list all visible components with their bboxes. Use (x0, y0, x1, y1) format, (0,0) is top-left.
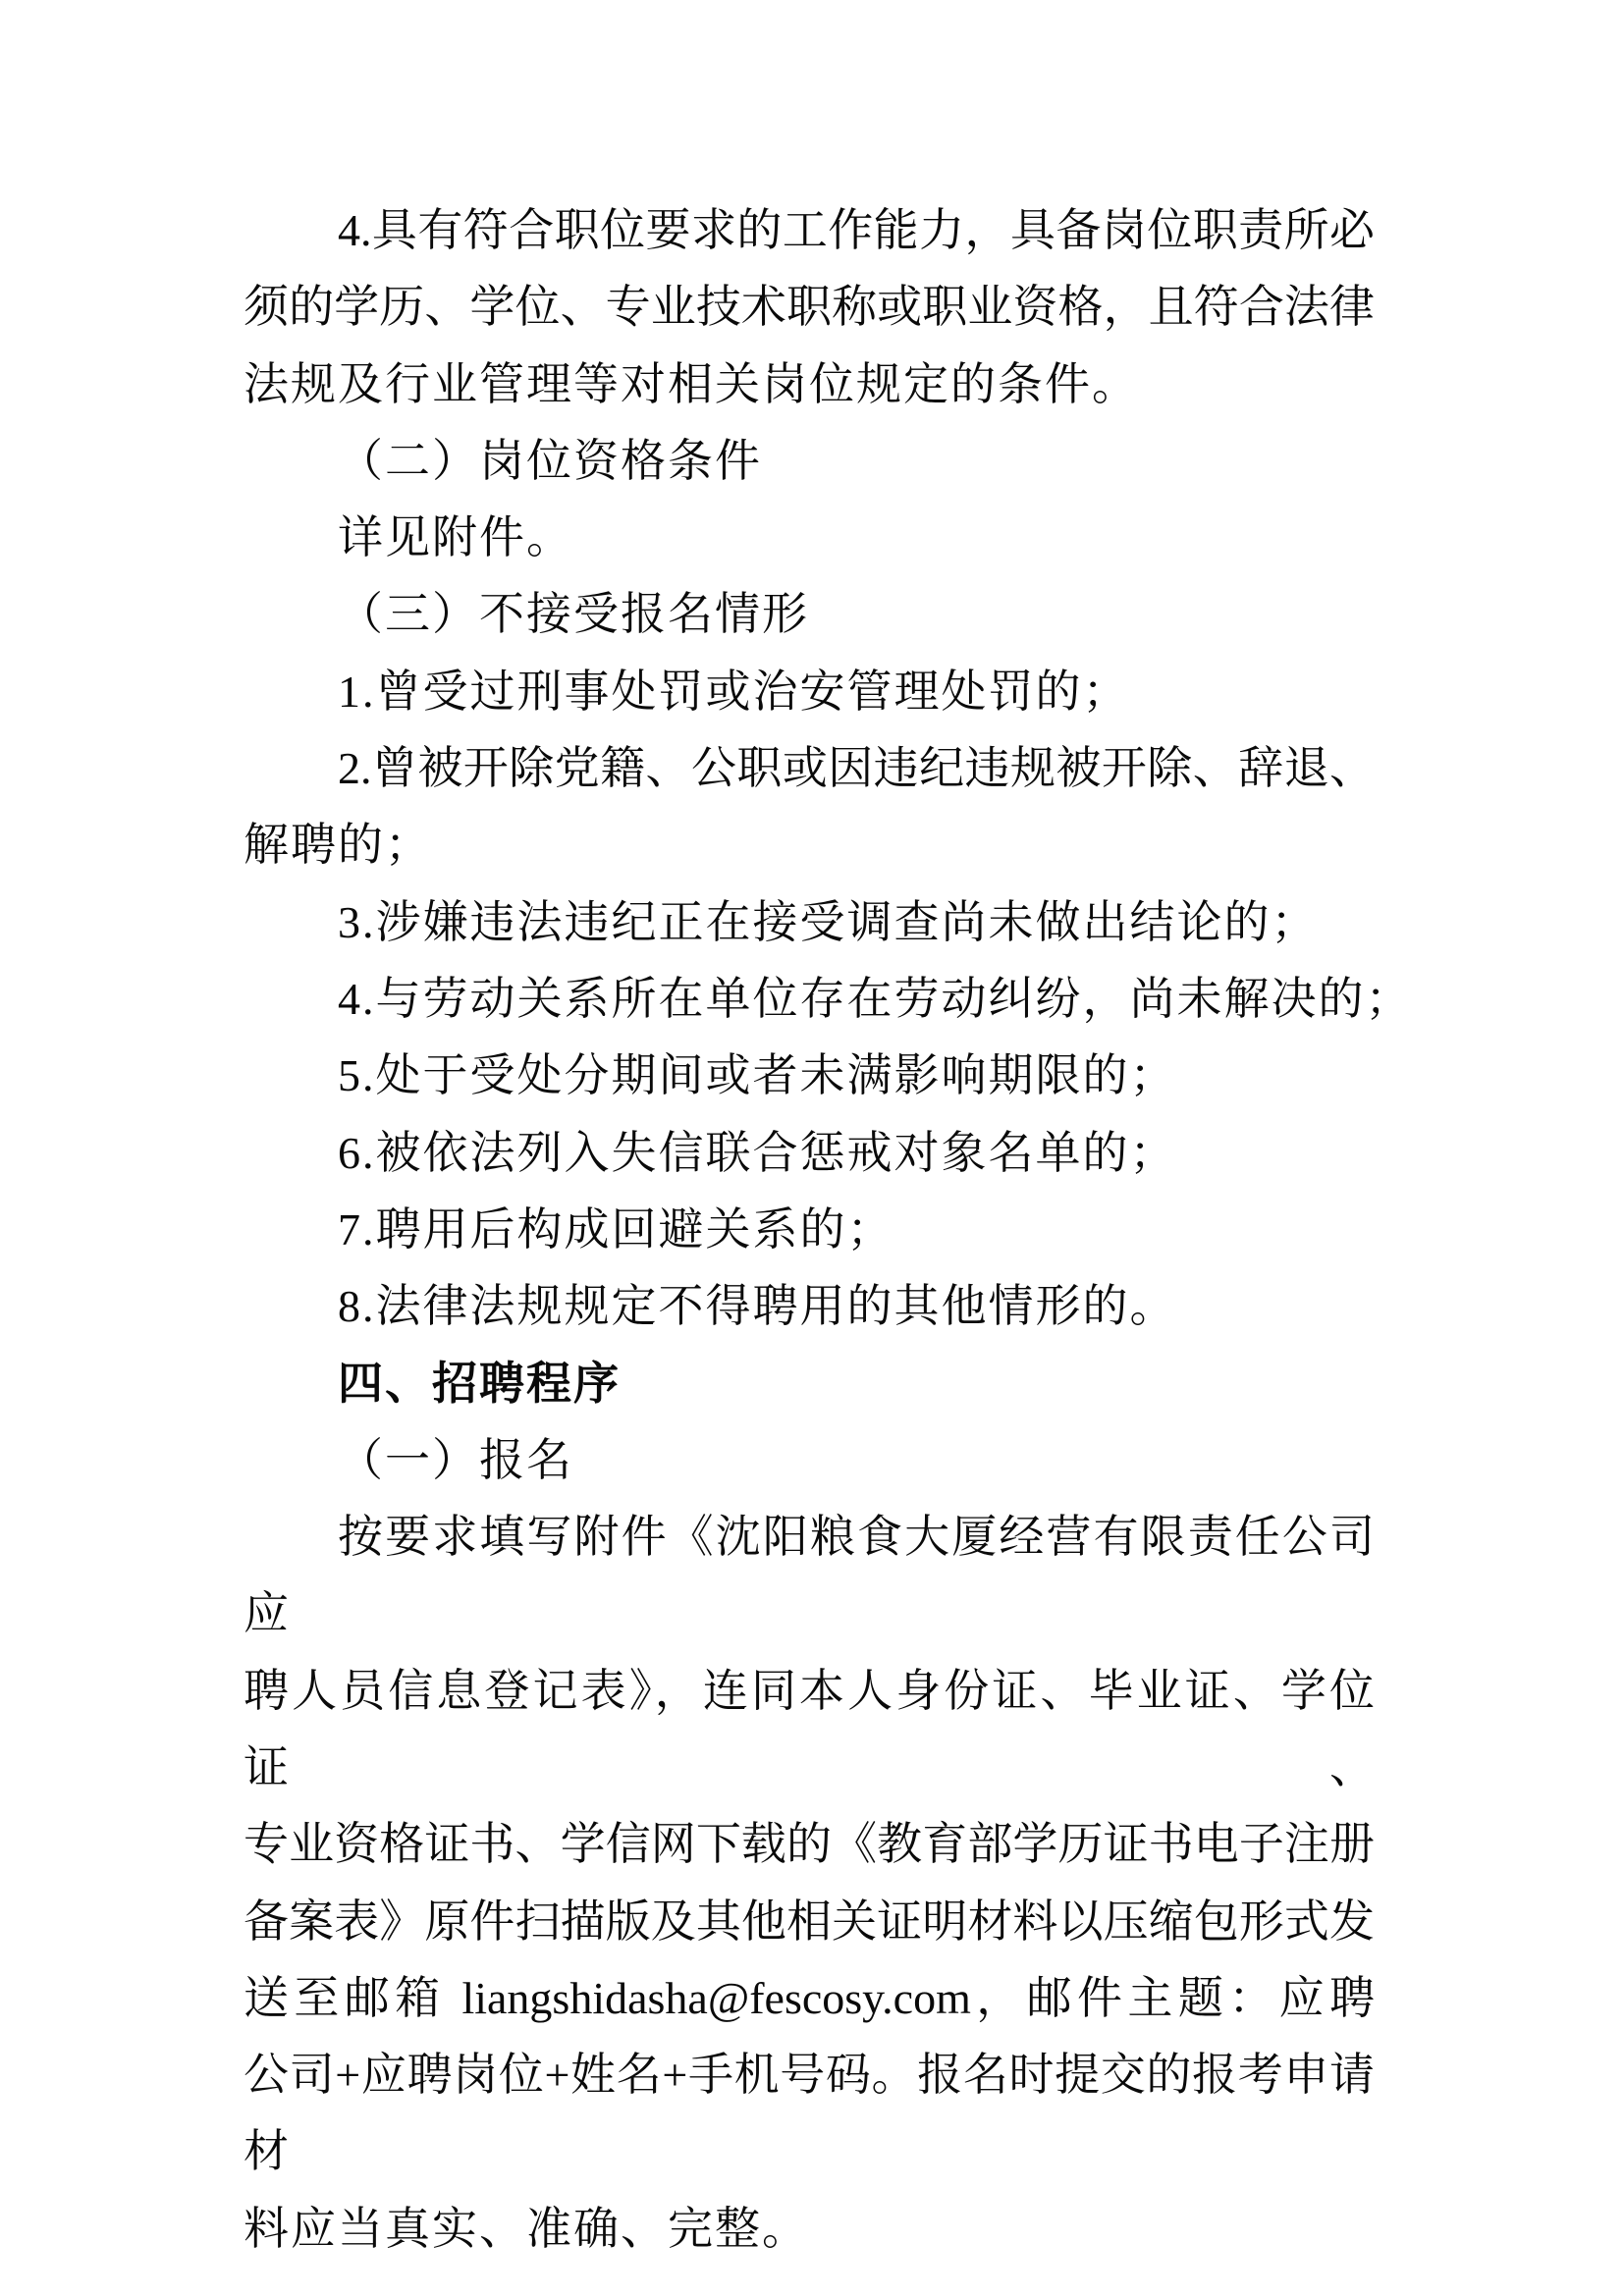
text-line: 4.具有符合职位要求的工作能力，具备岗位职责所必 (338, 205, 1375, 255)
para-signup-instructions (244, 1499, 1375, 2268)
text-line: 须的学历、学位、专业技术职称或职业资格，且符合法律 (244, 282, 1375, 333)
text-line: 1.曾受过刑事处罚或治安管理处罚的； (338, 666, 1130, 717)
text-line: 解聘的； (244, 820, 432, 871)
subheading-section-2-post-qualifications (244, 423, 1375, 500)
text-line: 4.与劳动关系所在单位存在劳动纠纷，尚未解决的； (338, 973, 1413, 1024)
document-content (244, 192, 1413, 2268)
text-line: 8.法律法规规定不得聘用的其他情形的。 (338, 1281, 1177, 1332)
heading-chapter-4-recruitment-procedure (244, 1345, 1375, 1421)
text-line: 四、招聘程序 (338, 1358, 621, 1410)
text-line: 备案表》原件扫描版及其他相关证明材料以压缩包形式发 (244, 1896, 1375, 1947)
para-basic-condition-4 (244, 192, 1375, 423)
text-line: 6.被依法列入失信联合惩戒对象名单的； (338, 1127, 1177, 1178)
text-line: 专业资格证书、学信网下载的《教育部学历证书电子注册 (244, 1819, 1375, 1870)
para-reject-item-4 (244, 961, 1413, 1038)
text-line: 法规及行业管理等对相关岗位规定的条件。 (244, 358, 1139, 409)
text-line: （一）报名 (338, 1434, 573, 1485)
text-line: 详见附件。 (338, 512, 573, 563)
text-line: 聘人员信息登记表》，连同本人身份证、毕业证、学位证、 (244, 1665, 1375, 1792)
para-reject-item-7 (244, 1192, 1375, 1268)
text-line: （三）不接受报名情形 (338, 589, 809, 640)
text-line: 按要求填写附件《沈阳粮食大厦经营有限责任公司应 (244, 1512, 1375, 1639)
para-reject-item-8 (244, 1268, 1375, 1345)
text-line: 7.聘用后构成回避关系的； (338, 1203, 894, 1255)
text-line: 5.处于受处分期间或者未满影响期限的； (338, 1050, 1177, 1101)
text-line: （二）岗位资格条件 (338, 435, 762, 486)
text-line: 3.涉嫌违法违纪正在接受调查尚未做出结论的； (338, 896, 1319, 947)
para-reject-item-3 (244, 884, 1375, 961)
para-reject-item-1 (244, 654, 1375, 730)
para-reject-item-5 (244, 1038, 1375, 1114)
para-see-attachment (244, 500, 1375, 576)
subheading-section-1-signup (244, 1422, 1375, 1499)
para-reject-item-6 (244, 1115, 1375, 1192)
text-line: 料应当真实、准确、完整。 (244, 2203, 809, 2254)
text-line: 2.曾被开除党籍、公职或因违纪违规被开除、辞退、 (338, 743, 1375, 794)
subheading-section-3-rejected-situations (244, 576, 1375, 653)
text-line: 公司+应聘岗位+姓名+手机号码。报名时提交的报考申请材 (244, 2050, 1375, 2177)
para-reject-item-2 (244, 730, 1375, 884)
text-line: 送至邮箱 liangshidasha@fescosy.com，邮件主题：应聘 (244, 1972, 1375, 2023)
